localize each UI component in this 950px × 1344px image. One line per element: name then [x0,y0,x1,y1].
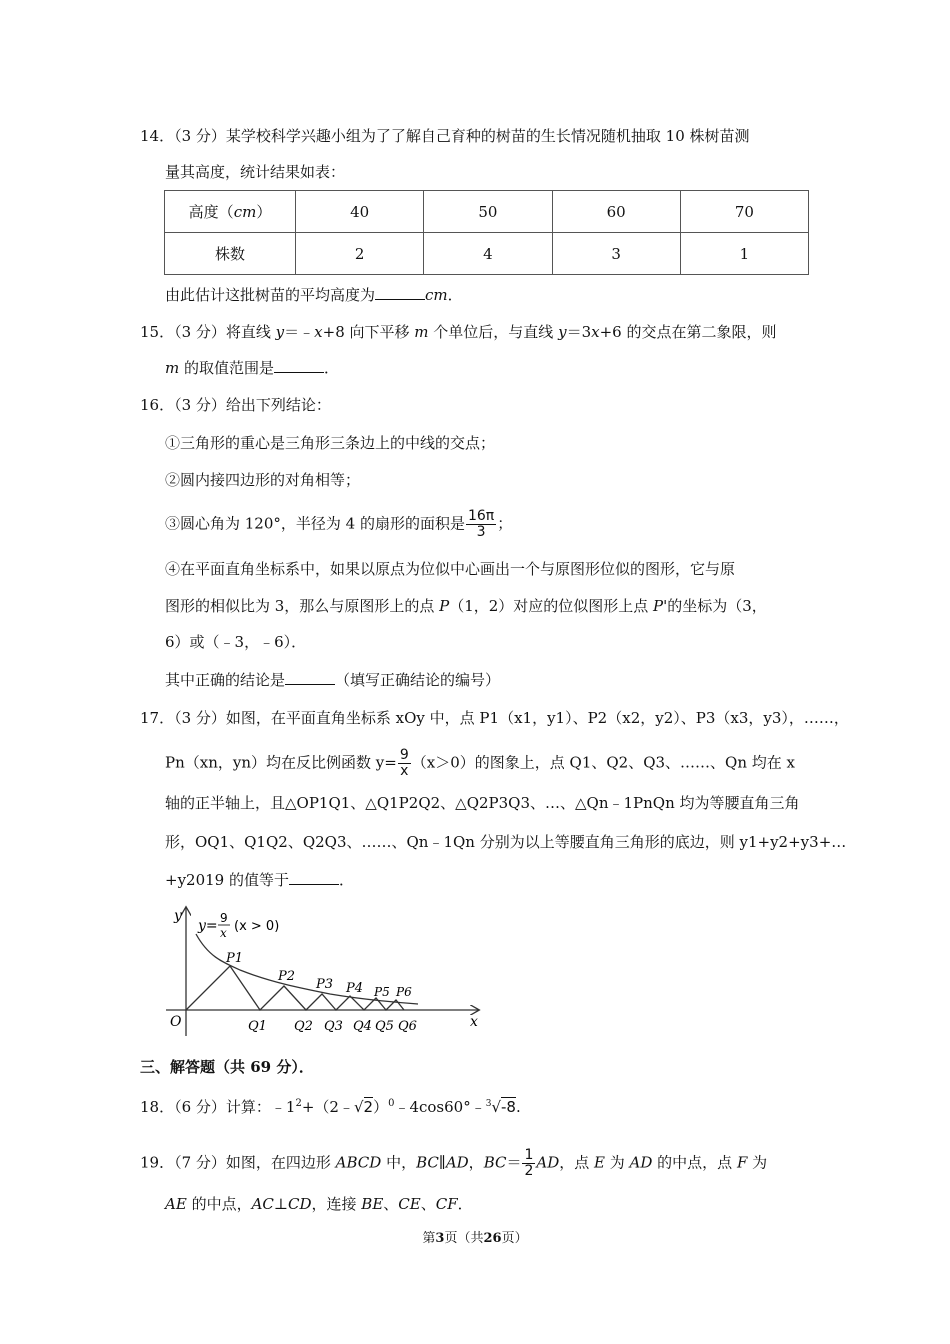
q16-end: 其中正确的结论是 （填写正确结论的编号） [165,671,501,689]
q16-statement-4-line2: 图形的相似比为 3，那么与原图形上的点 P（1，2）对应的位似图形上点 P'的坐标为（3， [165,597,767,615]
point-label-q3: Q3 [324,1019,343,1034]
point-label-q4: Q4 [353,1019,372,1034]
table-cell: 2 [296,233,424,275]
table-cell: 40 [296,191,424,233]
q17-line2: Pn（xn，yn）均在反比例函数 y= $\frac{9}{x}$ （x＞0）的图象上，点 Q1、Q2、Q3、……、Qn 均在 x [165,747,795,779]
q17-line4: 形，OQ1、Q1Q2、Q2Q3、……、Qn﹣1Qn 分别为以上等腰直角三角形的底边，则 y1+y2+y3+… [165,833,847,851]
section-three-heading: 三、解答题（共 69 分）． [140,1058,314,1076]
func-den: x [220,926,227,940]
fraction: $\frac{1}{2}$ [524,1147,534,1179]
point-label-p5: P5 [374,985,390,999]
answer-blank [274,358,324,373]
table-cell: 3 [552,233,680,275]
q14-line1: 14．（3 分）某学校科学兴趣小组为了了解自己育种的树苗的生长情况随机抽取 10 株树苗测 [140,127,750,145]
table-cell: 1 [680,233,808,275]
point-label-q2: Q2 [294,1019,313,1034]
q19-line1: 19．（7 分）如图，在四边形 ABCD 中，BC∥AD，BC＝ $\frac{1}{2}$ AD，点 E 为 AD 的中点，点 F 为 [140,1147,768,1179]
sqrt-symbol: √ [353,1098,364,1116]
q15-line2: m 的取值范围是 ． [165,359,340,377]
point-label-p1: P1 [226,951,244,966]
point-label-p4: P4 [346,981,364,996]
table-cell: 50 [424,191,552,233]
q14-line2: 量其高度，统计结果如表： [165,163,346,181]
q16-statement-2: ②圆内接四边形的对角相等； [165,471,361,489]
q19-line2: AE 的中点，AC⊥CD，连接 BE、CE、CF． [165,1195,473,1213]
q16-statement-1: ①三角形的重心是三角形三条边上的中线的交点； [165,434,496,452]
table-cell: 70 [680,191,808,233]
table-header-count: 株数 [165,233,296,275]
x-label: x [470,1014,478,1030]
q17-line1: 17．（3 分）如图，在平面直角坐标系 xOy 中，点 P1（x1，y1）、P2（x2，y2）、P3（x3，y3），……， [140,709,849,727]
table-header-height: 高度（cm） [165,191,296,233]
q17-line3: 轴的正半轴上，且△OP1Q1、△Q1P2Q2、△Q2P3Q3、…、△Qn﹣1PnQn 均为等腰直角三角 [165,794,800,812]
height-table [164,190,809,275]
q17-line5: +y2019 的值等于 ． [165,871,355,889]
point-label-q1: Q1 [248,1019,267,1034]
table-cell: 4 [424,233,552,275]
table-row [165,233,809,275]
q16-statement-3: ③圆心角为 120°，半径为 4 的扇形的面积是 $\frac{16\pi}{3}$ ； [165,508,513,540]
point-label-q6: Q6 [398,1019,417,1034]
q16-statement-4-line1: ④在平面直角坐标系中，如果以原点为位似中心画出一个与原图形位似的图形，它与原 [165,560,736,578]
answer-blank [289,870,339,885]
answer-blank [375,285,425,300]
func-num: 9 [220,911,228,925]
q18-line: 18．（6 分）计算：$﹣1^2+(2﹣√2)^0﹣4\cos 60^\circ﹣^3√-8$. [140,1098,521,1116]
func-label: y= [198,918,218,934]
answer-blank [285,670,335,685]
q15-line1: 15．（3 分）将直线 y＝﹣x+8 向下平移 m 个单位后，与直线 y＝3x+6 的交点在第二象限，则 [140,323,777,341]
table-cell: 60 [552,191,680,233]
q16-head: 16．（3 分）给出下列结论： [140,396,331,414]
fraction: $\frac{16\pi}{3}$ [467,508,495,540]
point-label-p2: P2 [278,969,296,984]
point-label-p3: P3 [316,977,334,992]
q16-statement-4-line3: 6）或（﹣3，﹣6）． [165,633,307,651]
cube-root-symbol: √ [491,1098,502,1116]
origin-label: O [170,1014,182,1030]
q17-figure [160,900,490,1040]
q14-line3: 由此估计这批树苗的平均高度为 cm． [165,286,463,304]
point-label-p6: P6 [396,985,412,999]
table-row [165,191,809,233]
page-footer: 第3页（共26页） [422,1231,528,1246]
point-label-q5: Q5 [375,1019,394,1034]
fraction: $\frac{9}{x}$ [399,747,409,779]
y-label: y [174,908,182,924]
func-cond: (x > 0) [234,919,280,934]
